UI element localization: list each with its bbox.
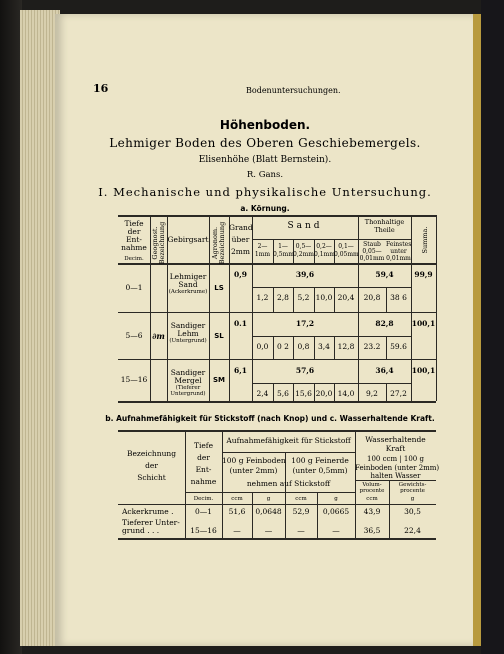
cell-tiefe: 0—1 xyxy=(125,282,143,292)
cell-value: — xyxy=(332,526,340,535)
table-rule xyxy=(118,538,436,540)
header-feinboden: 100 g Feinboden (unter 2mm) xyxy=(222,456,286,475)
table-rule xyxy=(222,452,355,453)
cell-value: 0,0648 xyxy=(255,507,282,516)
header-sand-col: 0,1— 0,05mm xyxy=(334,243,359,258)
header-unit: ccm xyxy=(231,496,243,502)
cell-gebirgsart: Sandiger Lehm xyxy=(170,321,206,338)
header-unit: g xyxy=(334,496,338,502)
cell-sand: 10,0 xyxy=(315,293,333,302)
table-rule xyxy=(118,430,436,432)
cell-sand: 20,4 xyxy=(337,293,355,302)
table-rule xyxy=(252,239,358,240)
header-tiefe-unit: Decim. xyxy=(124,256,144,262)
header-tiefe: Tiefe der Ent- nahme xyxy=(121,219,147,252)
cell-gebirgsart: Sandiger Mergel xyxy=(170,368,206,385)
cell-thon: 27,2 xyxy=(390,389,407,398)
cell-value: 51,6 xyxy=(228,507,246,516)
page-right-edge xyxy=(473,14,481,646)
header-wasser-unit: Gewichts- procente xyxy=(398,482,427,494)
cell-agronom: LS xyxy=(214,283,224,292)
header-wasser-unit2: g xyxy=(410,496,415,502)
header-thon-col: Feinstes unter 0,01mm xyxy=(386,241,412,262)
cell-sand: 0 2 xyxy=(277,342,289,351)
table-rule xyxy=(118,312,436,313)
cell-value: 22,4 xyxy=(404,526,421,535)
cell-thon: 20,8 xyxy=(363,293,381,302)
cell-sand: 2,8 xyxy=(277,293,289,302)
cell-sand: 5,2 xyxy=(297,293,310,302)
cell-grand: 0.1 xyxy=(233,319,248,328)
subsection-b: b. Aufnahmefähigkeit für Stickstoff (nach Knop) und c. Wasserhaltende Kraft. xyxy=(105,414,435,423)
table-rule xyxy=(358,239,411,240)
page-title: Höhenboden. xyxy=(219,118,311,132)
cell-gebirgsart: Lehmiger Sand xyxy=(169,272,207,289)
cell-gebirgsart-note: (Untergrund) xyxy=(169,338,207,344)
cell-sand: 0,0 xyxy=(256,342,269,351)
cell-thon: 23.2 xyxy=(363,342,381,351)
header-agronom: Agronom. Bezeichnung xyxy=(211,221,226,265)
cell-sand: 14,0 xyxy=(337,389,355,398)
cell-value: — xyxy=(264,526,273,535)
table-rule xyxy=(185,492,222,493)
running-head: Bodenuntersuchungen. xyxy=(246,86,341,95)
cell-tiefe: 5—6 xyxy=(125,330,143,340)
cell-tiefe: 15—16 xyxy=(120,375,148,384)
table-rule xyxy=(252,383,411,384)
cell-summa: 100,1 xyxy=(411,319,436,328)
cell-value: 36,5 xyxy=(363,526,381,535)
header-gebirgsart: Gebirgsart xyxy=(167,235,209,244)
table-rule xyxy=(209,215,210,401)
subsection-a: a. Körnung. xyxy=(240,204,290,213)
author: R. Gans. xyxy=(246,170,284,180)
table-rule xyxy=(118,359,436,360)
table-rule xyxy=(252,287,411,288)
cell-agronom: SL xyxy=(214,331,224,340)
cell-grand: 6,1 xyxy=(233,366,248,375)
header-sand-col: 1— 0,5mm xyxy=(273,243,294,258)
table-rule xyxy=(252,336,411,337)
header-unit: g xyxy=(266,496,271,502)
header-thon: Thonhaltige Theile xyxy=(364,218,405,234)
cell-value: 52,9 xyxy=(292,507,310,516)
cell-agronom: SM xyxy=(212,376,225,384)
cell-sand-total: 17,2 xyxy=(295,319,315,328)
cell-thon: 38 6 xyxy=(390,293,407,302)
cell-sand-total: 57,6 xyxy=(295,366,315,375)
cell-sand-total: 39,6 xyxy=(295,270,315,279)
table-rule xyxy=(222,492,355,493)
page-number: 16 xyxy=(93,82,109,95)
cell-sand: 5,6 xyxy=(277,389,289,398)
section-heading: I. Mechanische und physikalische Untersuchung. xyxy=(98,185,432,199)
header-tiefe: Tiefe der Ent- nahme xyxy=(190,441,217,486)
table-rule xyxy=(118,401,436,403)
header-nehmen: nehmen auf Stickstoff xyxy=(246,479,331,488)
book-spine xyxy=(0,0,22,654)
cell-sand: 20,0 xyxy=(315,389,333,398)
header-wasser-unit2: ccm xyxy=(366,496,378,502)
cell-value: 30,5 xyxy=(404,507,421,516)
cell-sand: 1,2 xyxy=(256,293,269,302)
cell-thon: 59.6 xyxy=(390,342,407,351)
header-bezeichnung: Bezeichnung der Schicht xyxy=(126,449,177,482)
cell-gebirgsart-note: (Ackerkrume) xyxy=(168,289,208,295)
background-right xyxy=(481,0,504,654)
header-summa: Summa. xyxy=(421,226,429,254)
cell-sand: 12,8 xyxy=(337,342,355,351)
cell-thon: 9,2 xyxy=(366,389,378,398)
cell-value: 0,0665 xyxy=(322,507,350,516)
header-aufnahme: Aufnahmefähigkeit für Stickstoff xyxy=(226,436,351,445)
cell-tiefe: 0—1 xyxy=(194,507,213,516)
header-thon-col: Staub 0,05— 0,01mm xyxy=(359,241,385,262)
table-rule xyxy=(436,215,437,401)
header-sand-col: 2— 1mm xyxy=(254,243,271,258)
cell-thon-total: 82,8 xyxy=(375,319,394,328)
cell-summa: 100,1 xyxy=(411,366,436,375)
cell-thon-total: 59,4 xyxy=(375,270,394,279)
cell-grand: 0,9 xyxy=(233,270,248,279)
subtitle: Lehmiger Boden des Oberen Geschiebemergels. xyxy=(109,136,421,150)
header-sand-col: 0,5— 0,2mm xyxy=(293,243,314,258)
cell-gebirgsart-note: (Tieferer Untergrund) xyxy=(170,385,206,397)
cell-value: — xyxy=(297,526,305,535)
header-feinerde: 100 g Feinerde (unter 0,5mm) xyxy=(291,456,349,475)
cell-bezeichnung: Ackerkrume . xyxy=(122,507,174,516)
cell-sand: 3,4 xyxy=(318,342,330,351)
cell-value: 43,9 xyxy=(363,507,381,516)
page-edges xyxy=(20,10,60,646)
header-tiefe-unit: Decim. xyxy=(193,496,214,502)
cell-tiefe: 15—16 xyxy=(190,526,217,535)
header-grand: Grand über 2mm xyxy=(229,223,253,256)
cell-value: — xyxy=(233,526,241,535)
cell-sand: 2,4 xyxy=(256,389,269,398)
cell-summa: 99,9 xyxy=(414,270,433,279)
cell-sand: 0,8 xyxy=(297,342,310,351)
header-unit: ccm xyxy=(295,496,307,502)
cell-sand: 15,6 xyxy=(295,389,312,398)
header-wasser: Wasserhaltende Kraft xyxy=(365,435,426,453)
location: Elisenhöhe (Blatt Bernstein). xyxy=(198,155,332,165)
header-geognost: Geognost. Bezeichnung xyxy=(151,221,166,265)
cell-bezeichnung: Tieferer Unter- grund . . . xyxy=(122,518,180,535)
header-wasser-unit: Volum- procente xyxy=(359,482,385,494)
header-sand-col: 0,2— 0,1mm xyxy=(314,243,335,258)
cell-thon-total: 36,4 xyxy=(375,366,394,375)
cell-geognost: ∂m xyxy=(152,330,165,341)
header-wasser-sub: 100 ccm | 100 g Feinboden (unter 2mm) halten Wasser xyxy=(355,455,440,480)
header-sand: Sand xyxy=(287,221,323,231)
table-rule xyxy=(118,215,436,217)
